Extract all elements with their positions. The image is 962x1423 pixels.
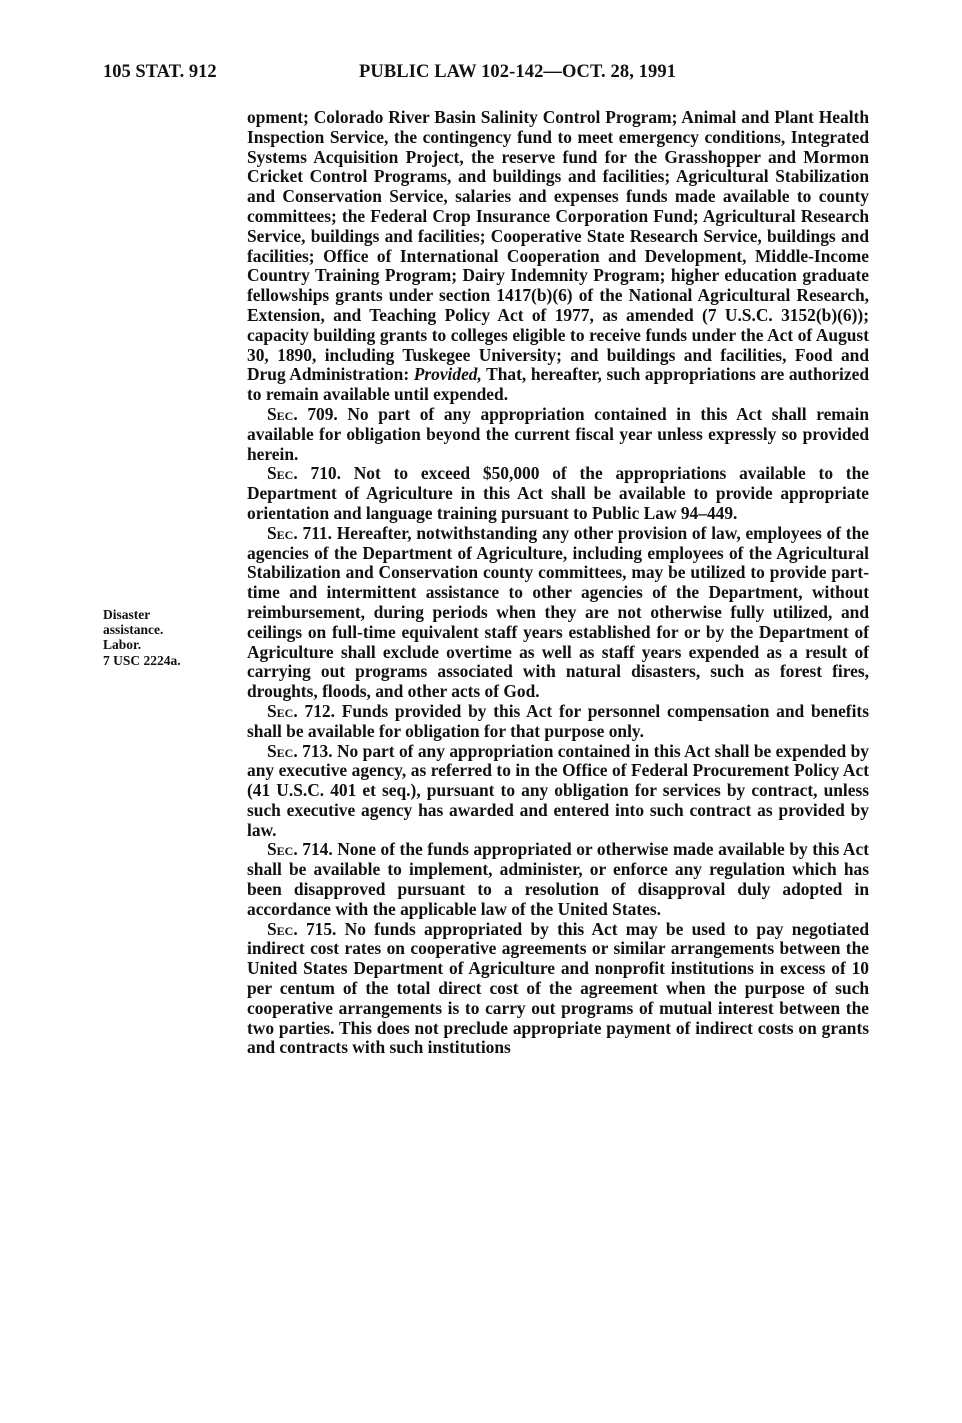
margin-note-line: Disaster — [103, 607, 151, 622]
public-law-heading: PUBLIC LAW 102-142—OCT. 28, 1991 — [359, 62, 677, 82]
sec-label: Sec. — [267, 403, 298, 424]
margin-note-line: assistance. — [103, 622, 164, 638]
sec-label: Sec. — [267, 522, 298, 543]
margin-note — [103, 607, 221, 668]
sec-text: None of the funds appropriated or otherwise made available by this Act shall be available to implement, administer, or enforce any regulation which has been disapproved pursuant to a resolution of disapproval duly adopted in accordance with the applicable law of the United States. — [247, 839, 869, 919]
section-712 — [247, 702, 869, 742]
sec-number: 712. — [297, 700, 342, 721]
sec-text: Hereafter, notwithstanding any other provision of law, employees of the agencies of the Department of Agriculture, including employees of the Agricultural Stabilization and Conservation county committees, may be utilized to provide part-time and intermittent assistance to other agencies of the Department, without reimbursement, during periods when they are not otherwise fully utilized, and ceilings on full-time equivalent staff years established for or by the Department of Agriculture shall exclude overtime as well as staff years expended as a result of carrying out programs associated with natural disasters, such as forest fires, droughts, floods, and other acts of God. — [247, 522, 869, 702]
sec-text: No part of any appropriation contained in this Act shall be expended by any executive agency, as referred to in the Office of Federal Procurement Policy Act (41 U.S.C. 401 et seq.), pursuant to any obligation for services by contract, unless such executive agency has awarded and entered into such contract as provided by law. — [247, 740, 869, 840]
section-711 — [247, 524, 869, 702]
sec-label: Sec. — [267, 740, 298, 761]
sec-label: Sec. — [267, 700, 298, 721]
sec-number: 709. — [297, 403, 348, 424]
sec-label: Sec. — [267, 839, 298, 860]
sec-number: 710. — [297, 463, 354, 484]
paragraph-text: That, hereafter, such appropriations are authorized to remain available until expended. — [247, 364, 870, 405]
sec-number: 714. — [297, 839, 338, 860]
stat-page-number: 105 STAT. 912 — [103, 62, 217, 82]
section-710 — [247, 464, 869, 523]
section-709 — [247, 405, 869, 464]
section-714 — [247, 840, 869, 919]
paragraph-continuation — [247, 108, 869, 405]
sec-number: 713. — [297, 740, 337, 761]
section-715 — [247, 920, 869, 1059]
sec-label: Sec. — [267, 918, 298, 939]
margin-note-line: Labor. — [103, 637, 142, 653]
sec-text: No funds appropriated by this Act may be used to pay negotiated indirect cost rates on cooperative agreements or similar arrangements between the United States Department of Agriculture and nonprofit institutions in excess of 10 per centum of the total direct cost of the agreement when the purpose of such cooperative arrangements is to carry out programs of mutual interest between the two parties. This does not preclude appropriate payment of indirect costs on grants and contracts with such institutions — [247, 918, 869, 1058]
margin-note-line: 7 USC 2224a. — [103, 652, 181, 668]
running-head — [103, 62, 763, 88]
section-713 — [247, 742, 869, 841]
sec-text: No part of any appropriation contained in this Act shall remain available for obligation beyond the current fiscal year unless expressly so provided herein. — [247, 403, 869, 464]
sec-label: Sec. — [267, 463, 298, 484]
sec-text: Funds provided by this Act for personnel compensation and benefits shall be available for obligation for that purpose only. — [247, 700, 869, 741]
provided-term: Provided, — [413, 364, 482, 385]
sec-number: 715. — [297, 918, 345, 939]
sec-number: 711. — [297, 522, 337, 543]
sec-text: Not to exceed $50,000 of the appropriations available to the Department of Agriculture in this Act shall be available to provide appropriate orientation and language training pursuant to Public Law 94–449. — [247, 463, 869, 523]
paragraph-text: opment; Colorado River Basin Salinity Control Program; Animal and Plant Health Inspection Service, the contingency fund to meet emergency conditions, Integrated Systems Acquisition Project, the reserve fund for the Grasshopper and Mormon Cricket Control Programs, and buildings and facilities; Agricultural Stabilization and Conservation Service, salaries and expenses funds made available to county committees; the Federal Crop Insurance Corporation Fund; Agricultural Research Service, buildings and facilities; Cooperative State Research Service, buildings and facilities; Office of International Cooperation and Development, Middle-Income Country Training Program; Dairy Indemnity Program; higher education graduate fellowships grants under section 1417(b)(6) of the National Agricultural Research, Extension, and Teaching Policy Act of 1977, as amended (7 U.S.C. 3152(b)(6)); capacity building grants to colleges eligible to receive funds under the Act of August 30, 1890, including Tuskegee University; and buildings and facilities, Food and Drug Administration: — [247, 107, 869, 385]
body-text — [247, 108, 869, 1058]
